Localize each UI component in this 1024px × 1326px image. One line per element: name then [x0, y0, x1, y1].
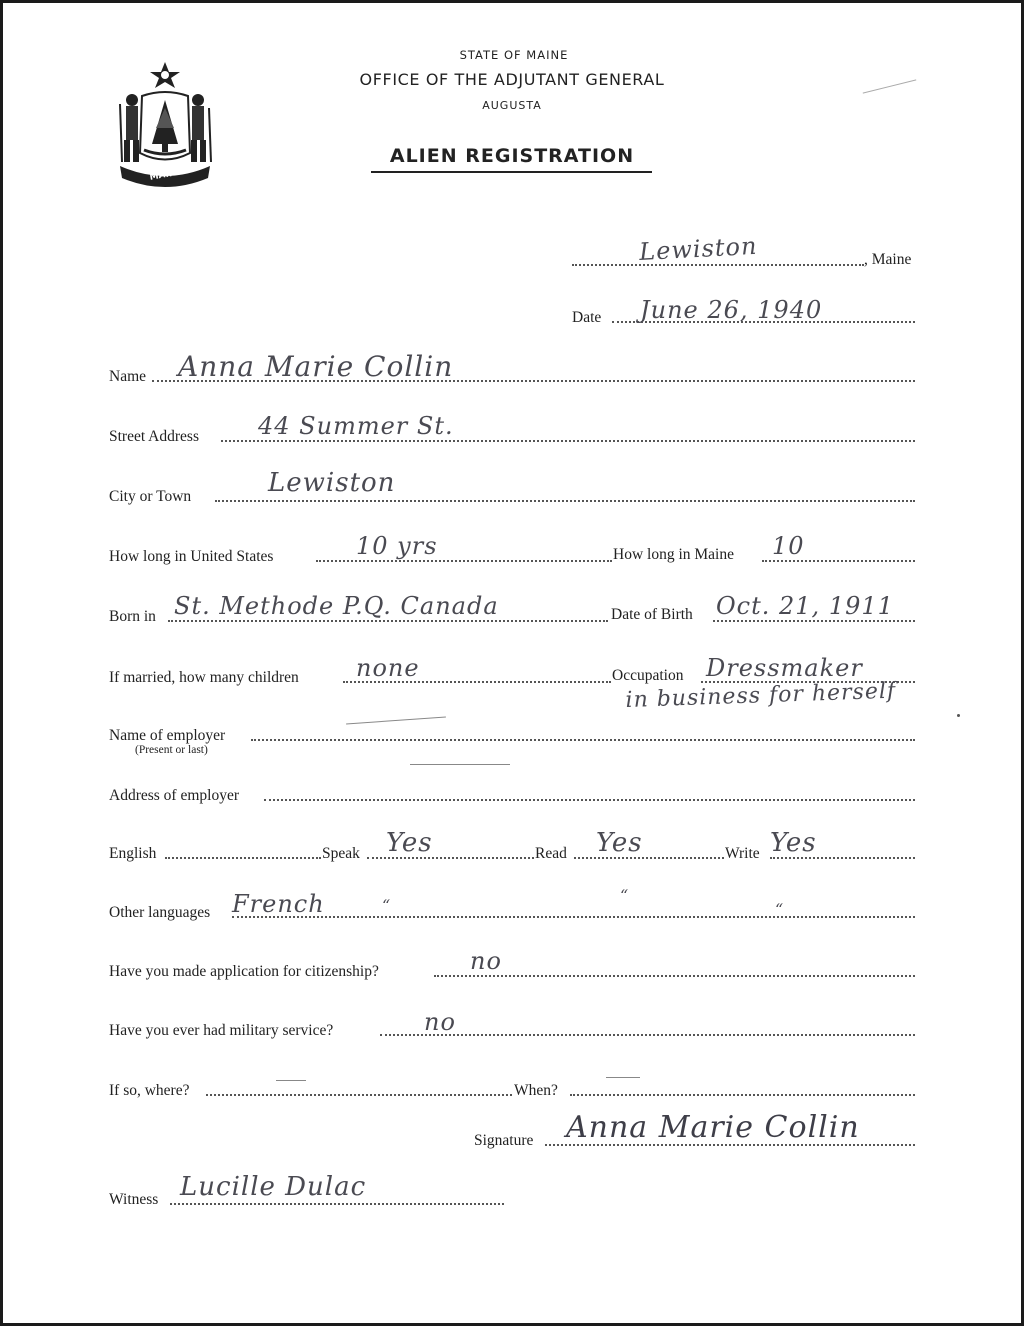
- write-label: Write: [725, 845, 760, 862]
- place-label: , Maine: [864, 251, 912, 268]
- born-in-line: [168, 620, 608, 622]
- date-value: June 26, 1940: [640, 296, 823, 324]
- street-address-line: [221, 440, 915, 442]
- place-value: Lewiston: [638, 231, 759, 266]
- born-in-label: Born in: [109, 608, 156, 625]
- other-languages-label: Other languages: [109, 904, 211, 921]
- citizenship-label: Have you made application for citizenship?: [109, 963, 379, 980]
- how-long-maine-label: How long in Maine: [613, 546, 734, 563]
- how-long-us-line: [316, 560, 612, 562]
- children-value: none: [356, 654, 420, 682]
- how-long-us-value: 10 yrs: [356, 532, 438, 560]
- where-blank-mark: [276, 1080, 306, 1081]
- military-line: [380, 1034, 915, 1036]
- city-or-town-value: Lewiston: [268, 468, 396, 498]
- when-line: [570, 1094, 915, 1096]
- occupation-value: Dressmaker: [706, 654, 863, 682]
- street-address-label: Street Address: [109, 428, 199, 445]
- other-languages-value: French: [232, 890, 325, 918]
- signature-label: Signature: [474, 1132, 534, 1149]
- form-title: ALIEN REGISTRATION: [389, 145, 635, 167]
- speak-label: Speak: [322, 845, 360, 862]
- citizenship-value: no: [470, 947, 502, 975]
- speak-value: Yes: [386, 828, 433, 858]
- witness-line: [170, 1203, 504, 1205]
- stray-dot: [957, 714, 960, 717]
- when-label: When?: [514, 1082, 558, 1099]
- born-in-value: St. Methode P.Q. Canada: [174, 592, 499, 620]
- other-languages-line: [232, 916, 915, 918]
- city-or-town-line: [215, 500, 915, 502]
- how-long-maine-value: 10: [772, 532, 805, 560]
- employer-address-line: [264, 799, 915, 801]
- date-label[interactable]: Date: [572, 309, 602, 326]
- signature-value: Anna Marie Collin: [566, 1110, 860, 1145]
- how-long-us-label: How long in United States: [109, 548, 274, 565]
- english-line: [165, 857, 321, 859]
- occupation-note: in business for herself: [625, 678, 897, 713]
- street-address-value: 44 Summer St.: [258, 412, 454, 440]
- city-heading: AUGUSTA: [482, 99, 542, 112]
- employer-name-blank-mark: [346, 717, 446, 725]
- english-label: English: [109, 845, 157, 862]
- ditto-mark-2: “: [620, 886, 630, 905]
- read-label: Read: [535, 845, 567, 862]
- military-label: Have you ever had military service?: [109, 1022, 334, 1039]
- state-heading: STATE OF MAINE: [459, 48, 569, 62]
- city-or-town-label: City or Town: [109, 488, 192, 505]
- scan-border-left: [0, 0, 3, 1326]
- ditto-mark-3: “: [775, 900, 785, 919]
- name-label: Name: [109, 368, 147, 385]
- citizenship-line: [434, 975, 915, 977]
- title-underline: [371, 171, 652, 173]
- where-label: If so, where?: [109, 1082, 190, 1099]
- employer-address-label: Address of employer: [109, 787, 239, 804]
- witness-label: Witness: [109, 1191, 159, 1208]
- ditto-mark-1: “: [382, 896, 392, 915]
- military-value: no: [424, 1008, 456, 1036]
- read-value: Yes: [596, 828, 643, 858]
- employer-name-line: [251, 739, 915, 741]
- employer-name-sublabel: (Present or last): [135, 744, 208, 756]
- occupation-label: Occupation: [612, 667, 684, 684]
- name-value: Anna Marie Collin: [178, 350, 454, 383]
- how-long-maine-line: [762, 560, 915, 562]
- date-of-birth-label: Date of Birth: [611, 606, 693, 623]
- scan-border-top: [0, 0, 1024, 3]
- write-value: Yes: [770, 828, 817, 858]
- employer-name-label: Name of employer: [109, 727, 226, 744]
- place-line: [572, 264, 864, 266]
- seal-banner-text: MAINE: [148, 167, 184, 183]
- where-line: [206, 1094, 512, 1096]
- date-of-birth-value: Oct. 21, 1911: [716, 592, 894, 620]
- employer-name-blank-mark-2: [410, 764, 510, 765]
- when-blank-mark: [606, 1077, 640, 1078]
- office-heading: OFFICE OF THE ADJUTANT GENERAL: [359, 70, 665, 89]
- date-of-birth-line: [713, 620, 915, 622]
- witness-value: Lucille Dulac: [180, 1172, 367, 1202]
- children-label: If married, how many children: [109, 669, 299, 686]
